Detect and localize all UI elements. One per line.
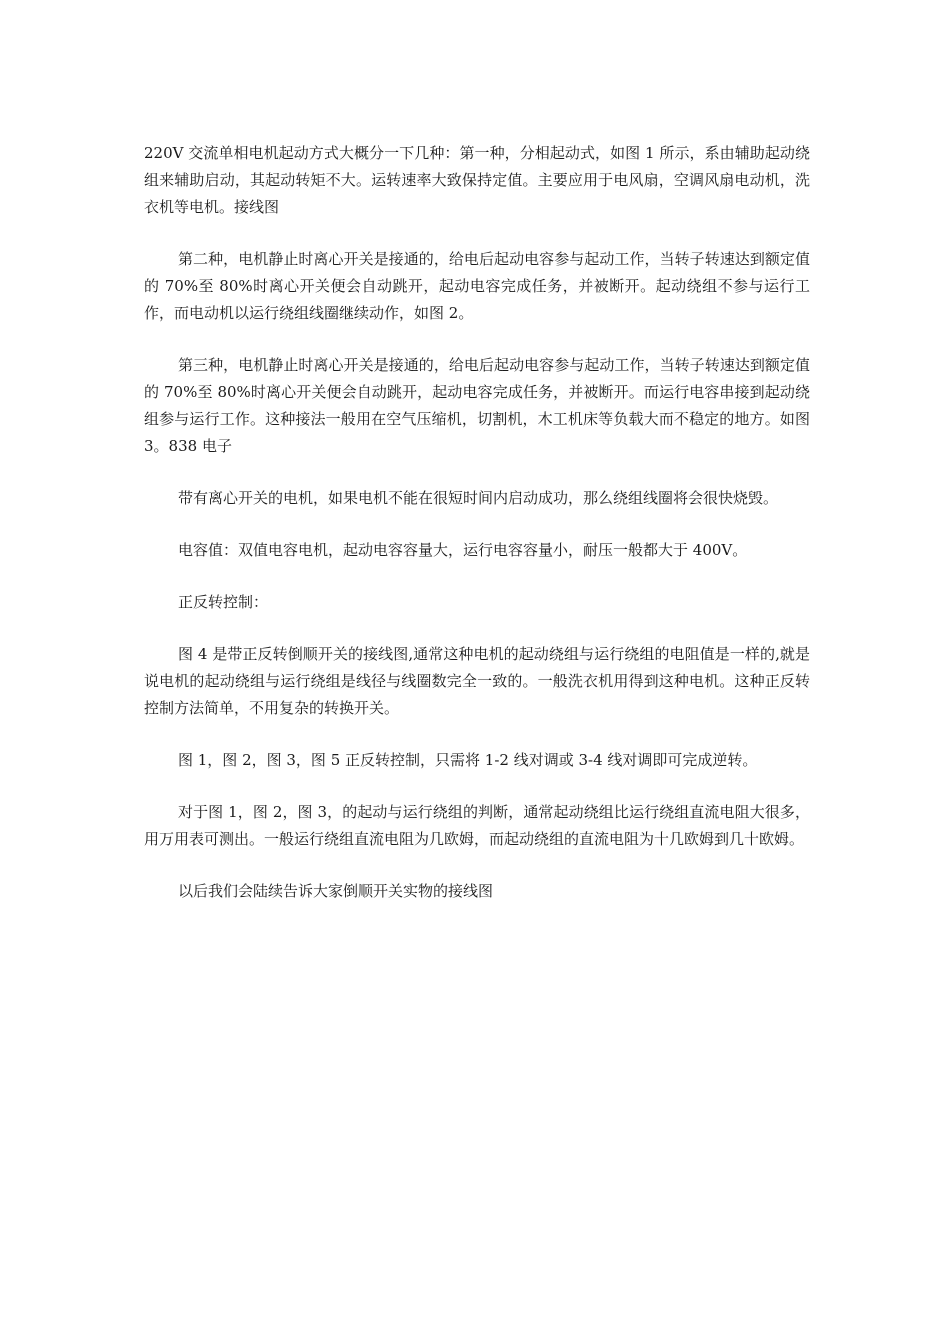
paragraph-starting-methods-intro: 220V 交流单相电机起动方式大概分一下几种：第一种，分相起动式，如图 1 所示，系由辅助起动绕组来辅助启动，其起动转矩不大。运转速率大致保持定值。主要应用于电风扇，空调风扇电动机，洗衣机等电机。接线图	[144, 144, 810, 216]
paragraph-third-method: 第三种，电机静止时离心开关是接通的，给电后起动电容参与起动工作，当转子转速达到额定值的 70%至 80%时离心开关便会自动跳开，起动电容完成任务，并被断开。而运行电容串接到起动绕组参与运行工作。这种接法一般用在空气压缩机，切割机，木工机床等负载大而不稳定的地方。如图 3。838 电子	[144, 356, 810, 455]
paragraph-reversal-method: 图 1，图 2，图 3，图 5 正反转控制，只需将 1-2 线对调或 3-4 线对调即可完成逆转。	[178, 751, 758, 769]
paragraph-reversing-control-heading: 正反转控制：	[178, 593, 269, 611]
paragraph-closing-note: 以后我们会陆续告诉大家倒顺开关实物的接线图	[178, 882, 494, 900]
paragraph-second-method: 第二种，电机静止时离心开关是接通的，给电后起动电容参与起动工作，当转子转速达到额定值的 70%至 80%时离心开关便会自动跳开，起动电容完成任务，并被断开。起动绕组不参与运行工作，而电动机以运行绕组线圈继续动作，如图 2。	[144, 250, 810, 322]
paragraph-winding-identification: 对于图 1，图 2，图 3，的起动与运行绕组的判断，通常起动绕组比运行绕组直流电阻大很多，用万用表可测出。一般运行绕组直流电阻为几欧姆，而起动绕组的直流电阻为十几欧姆到几十欧姆。	[144, 803, 810, 848]
paragraph-figure-4-wiring: 图 4 是带正反转倒顺开关的接线图,通常这种电机的起动绕组与运行绕组的电阻值是一样的,就是说电机的起动绕组与运行绕组是线径与线圈数完全一致的。一般洗衣机用得到这种电机。这种正反转控制方法简单，不用复杂的转换开关。	[144, 645, 810, 717]
paragraph-centrifugal-switch-warning: 带有离心开关的电机，如果电机不能在很短时间内启动成功，那么绕组线圈将会很快烧毁。	[178, 489, 779, 507]
document-body	[144, 140, 810, 930]
paragraph-capacitor-values: 电容值：双值电容电机，起动电容容量大，运行电容容量小，耐压一般都大于 400V。	[178, 541, 748, 559]
